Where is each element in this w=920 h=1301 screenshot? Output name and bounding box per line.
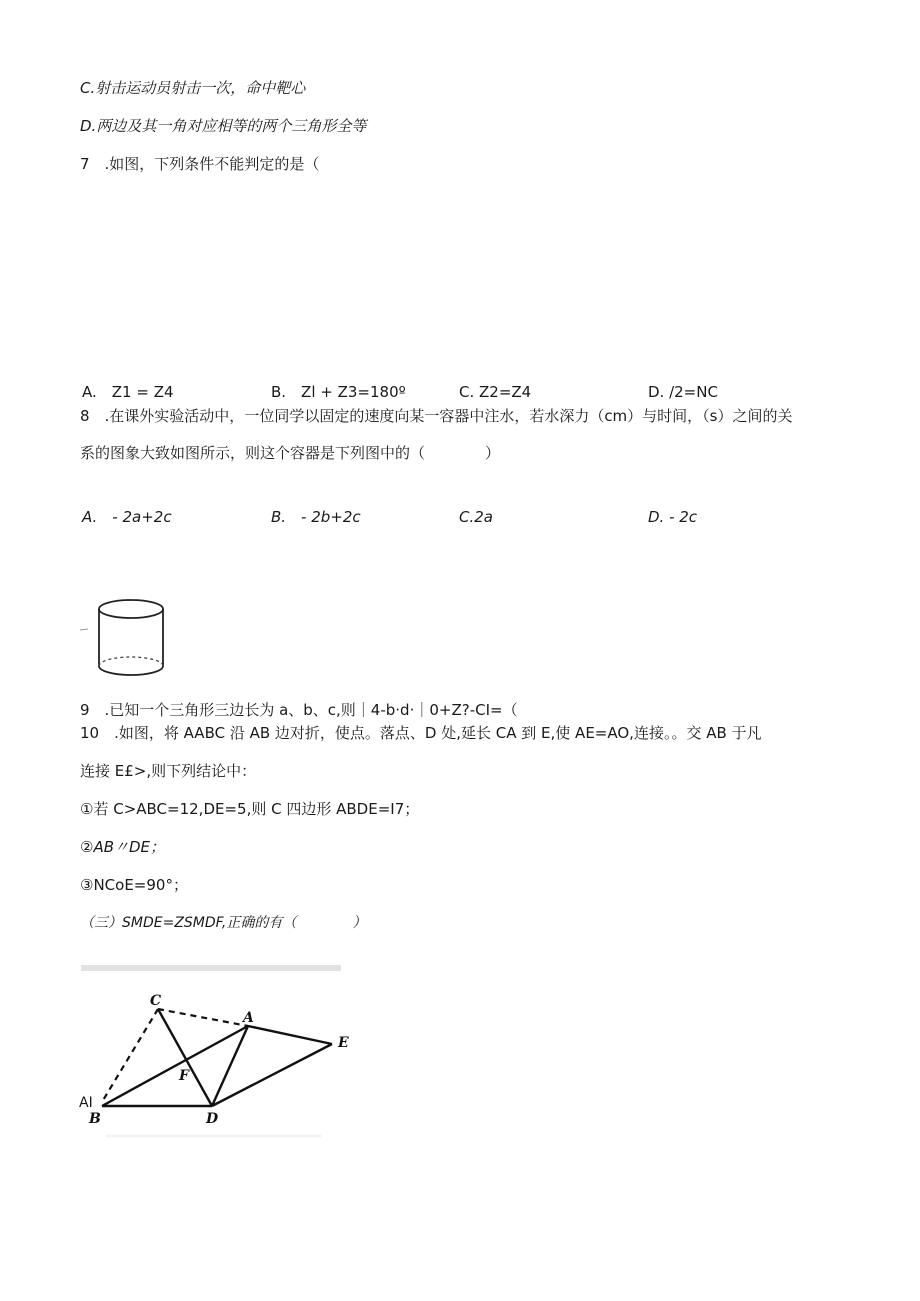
- point-label-b: B: [89, 1111, 101, 1127]
- q8-option-b: B. - 2b+2c: [271, 508, 361, 526]
- point-label-e: E: [338, 1035, 349, 1051]
- stray-label-al: AI: [79, 1095, 93, 1111]
- point-label-c: C: [150, 993, 162, 1009]
- cylinder-container-figure: [76, 592, 176, 682]
- q7-option-c: C. Z2=Z4: [459, 383, 532, 401]
- question-8-line1: 8 .在课外实验活动中，一位同学以固定的速度向某一容器中注水，若水深力（cm）与时间，（s）之间的关: [80, 407, 793, 425]
- option-d-text: D.两边及其一角对应相等的两个三角形全等: [80, 117, 367, 135]
- question-9: 9 .已知一个三角形三边长为 a、b、c,则｜4-b·d·｜0+Z?-CI=（: [80, 701, 518, 719]
- question-7: 7 .如图，下列条件不能判定的是（: [80, 155, 320, 173]
- point-label-f: F: [179, 1068, 189, 1084]
- q7-option-b: B. Zl + Z3=180º: [271, 383, 406, 401]
- statement-1: ①若 C>ABC=12,DE=5,则 C 四边形 ABDE=I7；: [80, 800, 420, 818]
- point-label-a: A: [243, 1010, 254, 1026]
- statement-4: （三）SMDE=ZSMDF,正确的有（ ）: [80, 915, 367, 931]
- q7-option-d: D. /2=NC: [648, 383, 718, 401]
- question-10-line1: 10 .如图，将 AABC 沿 AB 边对折，使点。落点、D 处,延长 CA 到 E,使 AE=AO,连接。。交 AB 于凡: [80, 724, 762, 742]
- statement-3: ③NCoE=90°；: [80, 876, 188, 894]
- triangle-fold-figure: [76, 958, 376, 1148]
- q7-option-a: A. Z1 = Z4: [82, 383, 174, 401]
- statement-2: ②AB〃DE；: [80, 838, 166, 856]
- option-c-text: C.射击运动员射击一次，命中靶心: [80, 79, 306, 97]
- q8-option-d: D. - 2c: [648, 508, 698, 526]
- question-8-line2: 系的图象大致如图所示，则这个容器是下列图中的（ ）: [80, 444, 501, 462]
- point-label-d: D: [206, 1111, 219, 1127]
- q8-option-c: C.2a: [459, 508, 493, 526]
- q8-option-a: A. - 2a+2c: [82, 508, 172, 526]
- question-10-line2: 连接 E£>,则下列结论中：: [80, 762, 257, 780]
